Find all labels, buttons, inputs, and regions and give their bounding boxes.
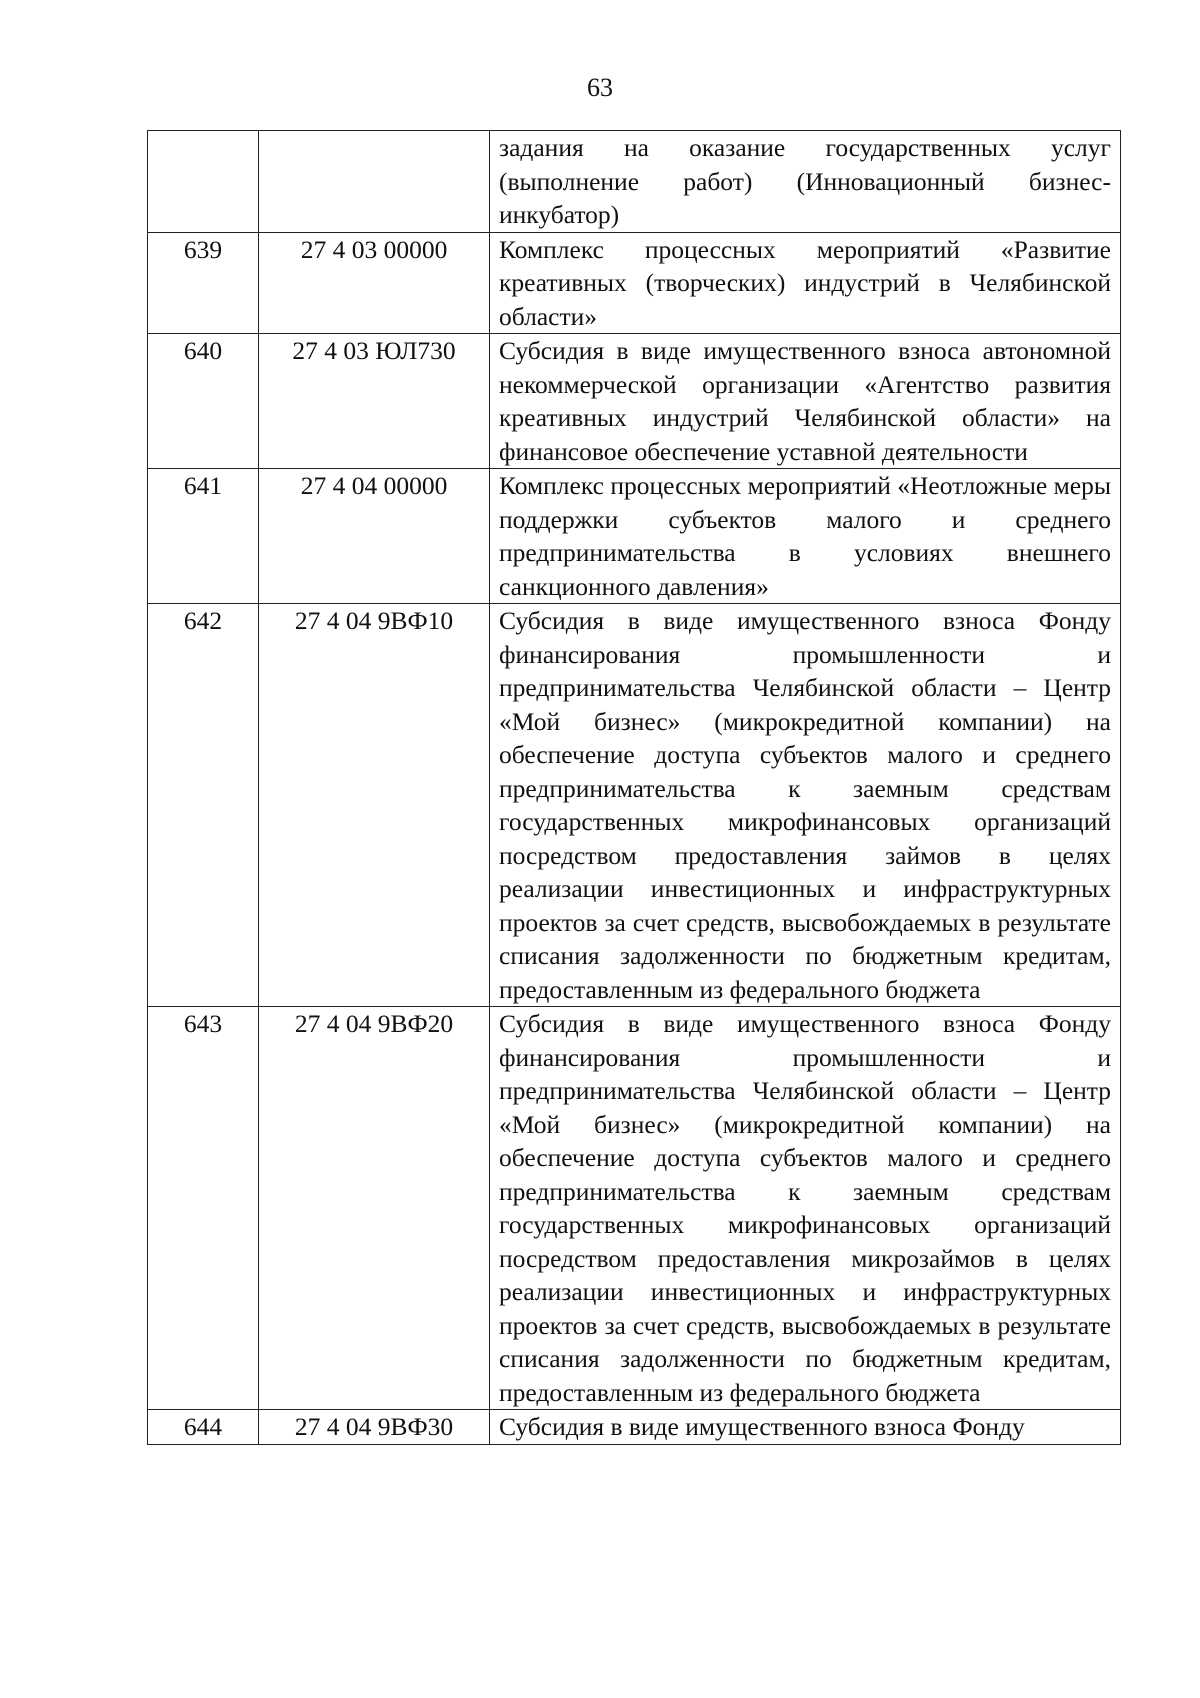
description-text: Субсидия в виде имущественного взноса Фонду финансирования промышленности и предпринимательства Челябинской области – Центр «Мой бизнес» (микрокредитной компании) на обеспечение доступа субъектов малого и среднего предпринимательства к заемным средствам государственных микрофинансовых организаций посредством предоставления займов в целях реализации инвестиционных и инфраструктурных проектов за счет средств, высвобождаемых в результате списания задолженности по бюджетным кредитам, предоставленным из федерального бюджета bbox=[499, 606, 1111, 1004]
description-cell bbox=[490, 131, 1121, 233]
target-code-cell: 27 4 03 00000 bbox=[259, 232, 490, 334]
table-body bbox=[148, 131, 1121, 1445]
row-number-cell: 644 bbox=[148, 1410, 259, 1445]
row-number-cell: 641 bbox=[148, 469, 259, 604]
row-number-cell: 642 bbox=[148, 604, 259, 1007]
table-row bbox=[148, 131, 1121, 233]
description-cell bbox=[490, 1007, 1121, 1410]
row-number-cell: 643 bbox=[148, 1007, 259, 1410]
description-cell bbox=[490, 469, 1121, 604]
row-number-cell bbox=[148, 131, 259, 233]
target-code-cell bbox=[259, 131, 490, 233]
description-text: Комплекс процессных мероприятий «Неотложные меры поддержки субъектов малого и среднего предпринимательства в условиях внешнего санкционного давления» bbox=[499, 471, 1111, 601]
budget-classification-table bbox=[147, 130, 1121, 1445]
description-text: Субсидия в виде имущественного взноса Фонду bbox=[499, 1412, 1025, 1441]
table-row bbox=[148, 1410, 1121, 1445]
description-cell bbox=[490, 334, 1121, 469]
description-cell bbox=[490, 1410, 1121, 1445]
description-text: Субсидия в виде имущественного взноса Фонду финансирования промышленности и предпринимательства Челябинской области – Центр «Мой бизнес» (микрокредитной компании) на обеспечение доступа субъектов малого и среднего предпринимательства к заемным средствам государственных микрофинансовых организаций посредством предоставления микрозаймов в целях реализации инвестиционных и инфраструктурных проектов за счет средств, высвобождаемых в результате списания задолженности по бюджетным кредитам, предоставленным из федерального бюджета bbox=[499, 1009, 1111, 1407]
target-code-cell: 27 4 04 9ВФ30 bbox=[259, 1410, 490, 1445]
table-row bbox=[148, 469, 1121, 604]
row-number-cell: 640 bbox=[148, 334, 259, 469]
table-row bbox=[148, 1007, 1121, 1410]
description-text: Субсидия в виде имущественного взноса автономной некоммерческой организации «Агентство развития креативных индустрий Челябинской области» на финансовое обеспечение уставной деятельности bbox=[499, 336, 1111, 466]
table-row bbox=[148, 232, 1121, 334]
description-text: задания на оказание государственных услуг (выполнение работ) (Инновационный бизнес-инкубатор) bbox=[499, 133, 1111, 229]
target-code-cell: 27 4 04 00000 bbox=[259, 469, 490, 604]
row-number-cell: 639 bbox=[148, 232, 259, 334]
target-code-cell: 27 4 03 ЮЛ730 bbox=[259, 334, 490, 469]
target-code-cell: 27 4 04 9ВФ20 bbox=[259, 1007, 490, 1410]
description-cell bbox=[490, 604, 1121, 1007]
table-row bbox=[148, 334, 1121, 469]
description-text: Комплекс процессных мероприятий «Развитие креативных (творческих) индустрий в Челябинской области» bbox=[499, 234, 1111, 331]
description-cell bbox=[490, 232, 1121, 334]
table-row bbox=[148, 604, 1121, 1007]
page-number: 63 bbox=[587, 73, 613, 102]
target-code-cell: 27 4 04 9ВФ10 bbox=[259, 604, 490, 1007]
